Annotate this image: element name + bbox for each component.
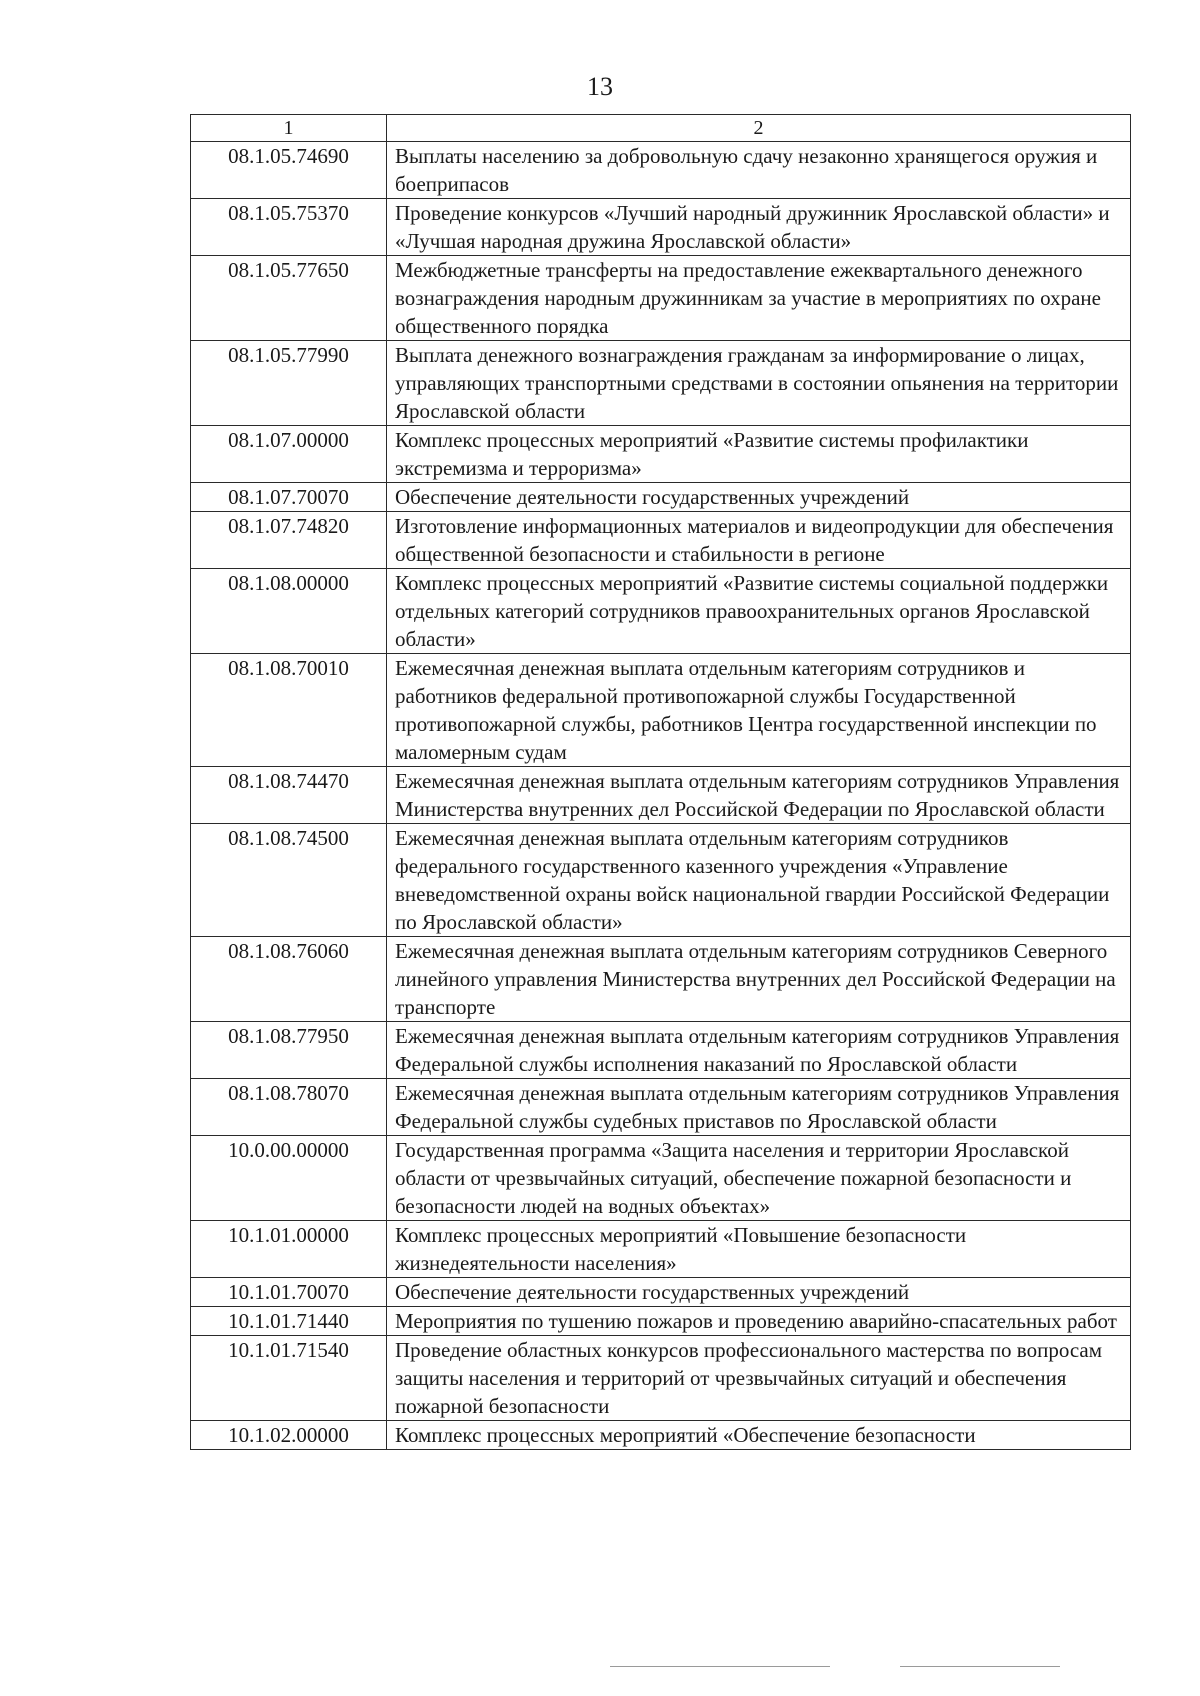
table-row: [191, 1221, 1131, 1278]
table-row: [191, 256, 1131, 341]
row-code: 08.1.08.78070: [191, 1079, 387, 1136]
row-code: 08.1.05.77650: [191, 256, 387, 341]
table-row: [191, 937, 1131, 1022]
footer-rule-right: [900, 1666, 1060, 1667]
row-name: Выплаты населению за добровольную сдачу незаконно хранящегося оружия и боеприпасов: [387, 142, 1131, 199]
row-name: Комплекс процессных мероприятий «Развитие системы профилактики экстремизма и терроризма»: [387, 426, 1131, 483]
row-code: 08.1.07.74820: [191, 512, 387, 569]
row-name: Проведение конкурсов «Лучший народный дружинник Ярославской области» и «Лучшая народная дружина Ярославской области»: [387, 199, 1131, 256]
row-name: Ежемесячная денежная выплата отдельным категориям сотрудников Управления Министерства внутренних дел Российской Федерации по Ярославской области: [387, 767, 1131, 824]
row-code: 10.1.01.71440: [191, 1307, 387, 1336]
row-name: Ежемесячная денежная выплата отдельным категориям сотрудников федерального государственного казенного учреждения «Управление вневедомственной охраны войск национальной гвардии Российской Федерации по Ярославской области»: [387, 824, 1131, 937]
row-name: Обеспечение деятельности государственных учреждений: [387, 1278, 1131, 1307]
row-name: Межбюджетные трансферты на предоставление ежеквартального денежного вознаграждения народным дружинникам за участие в мероприятиях по охране общественного порядка: [387, 256, 1131, 341]
table-row: [191, 142, 1131, 199]
row-name: Государственная программа «Защита населения и территории Ярославской области от чрезвычайных ситуаций, обеспечение пожарной безопасности и безопасности людей на водных объектах»: [387, 1136, 1131, 1221]
table-row: [191, 1278, 1131, 1307]
row-code: 08.1.07.00000: [191, 426, 387, 483]
row-code: 08.1.08.76060: [191, 937, 387, 1022]
row-name: Ежемесячная денежная выплата отдельным категориям сотрудников Северного линейного управления Министерства внутренних дел Российской Федерации на транспорте: [387, 937, 1131, 1022]
row-name: Ежемесячная денежная выплата отдельным категориям сотрудников и работников федеральной противопожарной службы Государственной противопожарной службы, работников Центра государственной инспекции по маломерным судам: [387, 654, 1131, 767]
table-row: [191, 426, 1131, 483]
table-header-row: [191, 115, 1131, 142]
table-row: [191, 199, 1131, 256]
row-name: Мероприятия по тушению пожаров и проведению аварийно-спасательных работ: [387, 1307, 1131, 1336]
table-row: [191, 824, 1131, 937]
table-row: [191, 1022, 1131, 1079]
row-name: Ежемесячная денежная выплата отдельным категориям сотрудников Управления Федеральной службы исполнения наказаний по Ярославской области: [387, 1022, 1131, 1079]
page-number: 13: [587, 72, 613, 101]
column-header-code: 1: [191, 115, 387, 142]
table-row: [191, 1307, 1131, 1336]
table-body: [191, 115, 1131, 1450]
row-name: Комплекс процессных мероприятий «Развитие системы социальной поддержки отдельных категорий сотрудников правоохранительных органов Ярославской области»: [387, 569, 1131, 654]
row-code: 08.1.05.75370: [191, 199, 387, 256]
row-code: 08.1.08.74500: [191, 824, 387, 937]
budget-classification-table: [190, 114, 1131, 1450]
row-code: 10.1.01.70070: [191, 1278, 387, 1307]
table-row: [191, 1079, 1131, 1136]
row-code: 08.1.08.77950: [191, 1022, 387, 1079]
table-row: [191, 654, 1131, 767]
row-name: Комплекс процессных мероприятий «Обеспечение безопасности: [387, 1421, 1131, 1450]
table-row: [191, 569, 1131, 654]
row-code: 10.1.02.00000: [191, 1421, 387, 1450]
row-code: 10.1.01.71540: [191, 1336, 387, 1421]
footer-rule-left: [610, 1666, 830, 1667]
row-name: Комплекс процессных мероприятий «Повышение безопасности жизнедеятельности населения»: [387, 1221, 1131, 1278]
row-name: Изготовление информационных материалов и видеопродукции для обеспечения общественной безопасности и стабильности в регионе: [387, 512, 1131, 569]
table-row: [191, 767, 1131, 824]
row-name: Ежемесячная денежная выплата отдельным категориям сотрудников Управления Федеральной службы судебных приставов по Ярославской области: [387, 1079, 1131, 1136]
table-row: [191, 483, 1131, 512]
row-code: 08.1.07.70070: [191, 483, 387, 512]
column-header-name: 2: [387, 115, 1131, 142]
table-row: [191, 512, 1131, 569]
table-row: [191, 1136, 1131, 1221]
row-code: 08.1.08.70010: [191, 654, 387, 767]
row-code: 08.1.05.77990: [191, 341, 387, 426]
row-code: 10.1.01.00000: [191, 1221, 387, 1278]
row-name: Обеспечение деятельности государственных учреждений: [387, 483, 1131, 512]
table-row: [191, 341, 1131, 426]
table-row: [191, 1421, 1131, 1450]
row-code: 08.1.08.74470: [191, 767, 387, 824]
row-name: Проведение областных конкурсов профессионального мастерства по вопросам защиты населения и территорий от чрезвычайных ситуаций и обеспечения пожарной безопасности: [387, 1336, 1131, 1421]
row-name: Выплата денежного вознаграждения гражданам за информирование о лицах, управляющих транспортными средствами в состоянии опьянения на территории Ярославской области: [387, 341, 1131, 426]
table-row: [191, 1336, 1131, 1421]
row-code: 08.1.05.74690: [191, 142, 387, 199]
row-code: 10.0.00.00000: [191, 1136, 387, 1221]
row-code: 08.1.08.00000: [191, 569, 387, 654]
